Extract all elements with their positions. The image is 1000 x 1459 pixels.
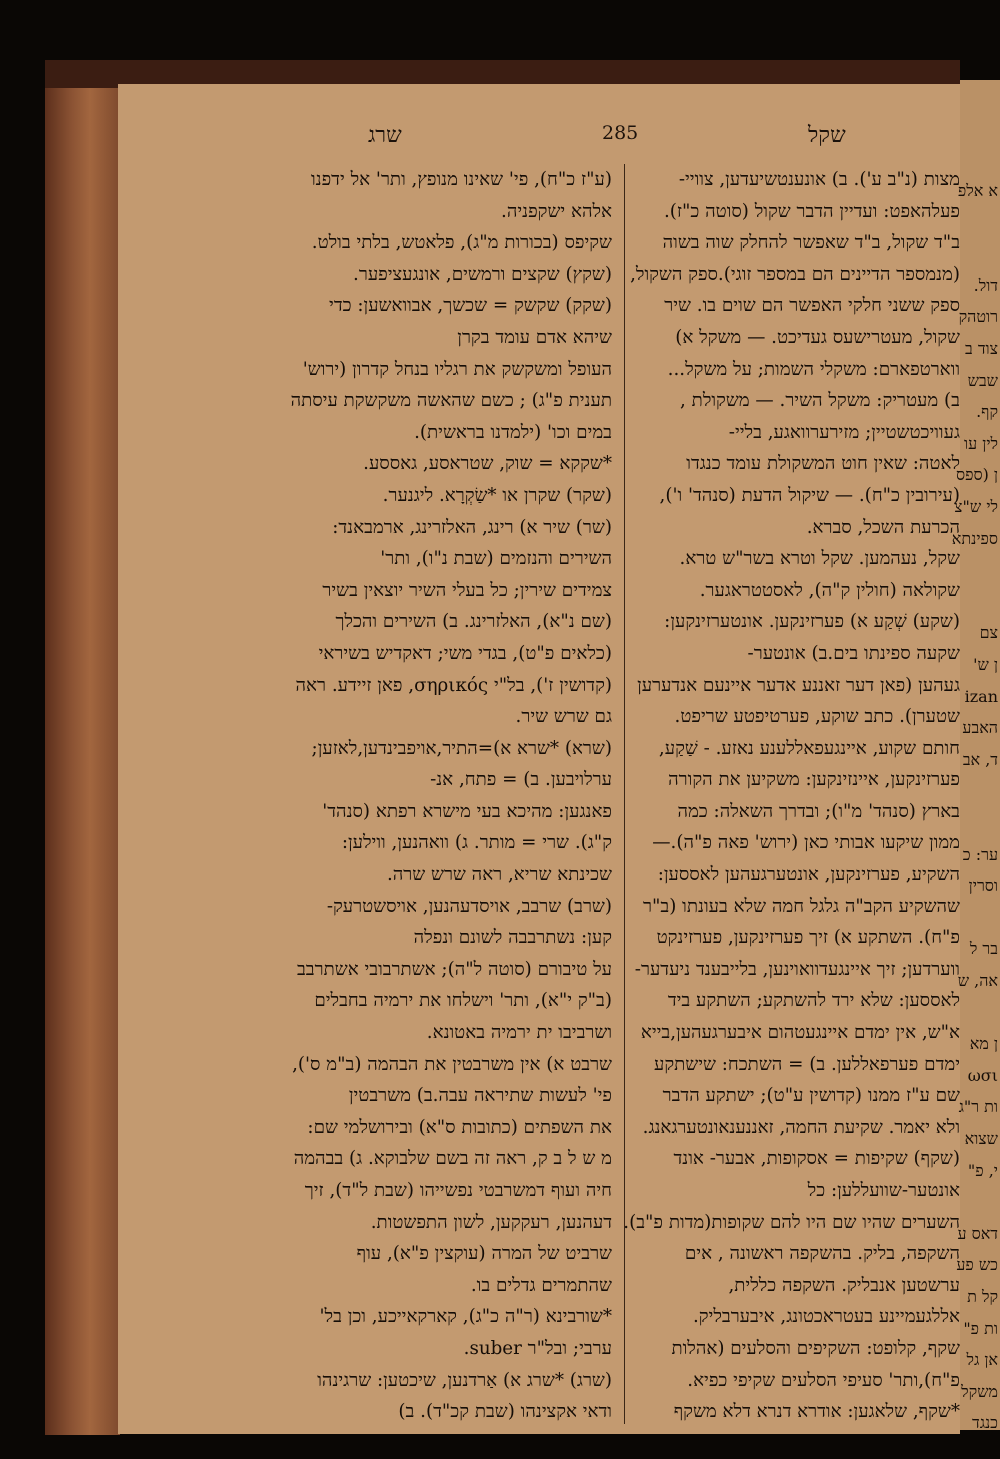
text-line: שהשקיע הקב"ה גלגל חמה שלא בעונתו (ב"ר <box>643 895 960 917</box>
text-line: (שקץ) שקצים ורמשים, אונגעציפער. <box>353 263 612 285</box>
next-page-fragment: האבע <box>962 718 998 738</box>
text-line: שם ע"ז ממנו (קדושין ע"ט); ישתקע הדבר <box>662 1085 960 1107</box>
next-page-fragment: רוטהק <box>958 307 998 327</box>
right-column <box>623 164 960 1428</box>
text-line: (שקף) שקיפות = אסקופות, אבער- אונד <box>673 1148 960 1170</box>
next-page-fragment: ן ש' <box>973 655 998 674</box>
next-page-fragment: כש פע <box>956 1255 998 1275</box>
text-line: מ ש ל ב ק, ראה זה בשם שלבוקא. ג) בבהמה <box>293 1148 612 1170</box>
text-line: פ"ח),ותר' סעיפי הסלעים שקיפי כפיא. <box>687 1369 960 1391</box>
next-page-fragment: לין עו <box>964 433 998 453</box>
text-line: במים וכו' (ילמדנו בראשית). <box>414 421 612 443</box>
next-page-fragment: קף. <box>976 402 998 422</box>
next-page-fragment: שבש <box>967 370 998 390</box>
text-line: ערלויבען. ב) = פתח, אנ- <box>430 769 612 791</box>
text-line: שקף, קלופט: השקיפים והסלעים (אהלות <box>671 1337 960 1359</box>
next-page-fragment: ן (ספס <box>956 465 998 485</box>
text-line: על טיבורם (סוטה ל"ה); אשתרבובי אשתרבב <box>297 958 612 980</box>
text-line: געוויכטשטיין; מזירערוואגע, בליי- <box>728 421 960 443</box>
next-page-fragment: א אלפ <box>957 181 998 200</box>
text-line: ערשטען אנבליק. השקפה כללית, <box>728 1274 960 1296</box>
text-line: (ע"ז כ"ח), פי' שאינו מנופץ, ותר' אל ידפנו <box>310 169 612 190</box>
text-line: השערים שהיו שם היו להם שקופות(מדות פ"ב). <box>623 1211 960 1233</box>
text-line: לאססען: שלא ירד להשתקע; השתקע ביד <box>667 990 960 1012</box>
next-page-fragment: izan <box>964 686 998 706</box>
text-line: את השפתים (כתובות ס"א) ובירושלמי שם: <box>307 1116 612 1138</box>
text-line: (שרא) *שרא א)=התיר,אויפבינדען,לאזען; <box>311 737 612 759</box>
text-line: פאנגען: מהיכא בעי מישרא רפתא (סנהד' <box>322 800 612 822</box>
text-line: שהתמרים גדלים בו. <box>470 1274 612 1296</box>
next-page-fragment: דול. <box>973 275 998 295</box>
text-line: צמידים שירין; כל בעלי השיר יוצאין בשיר <box>322 579 612 601</box>
dictionary-page <box>118 84 960 1434</box>
text-line: ימדם פערפאללען. ב) = השתכח: שישתקע <box>654 1053 960 1075</box>
text-line: העופל ומשקשק את רגליו בנחל קדרון (ירוש' <box>302 358 612 380</box>
text-line: ודאי אקצינהו (שבת קכ"ד). ב) <box>398 1401 612 1423</box>
next-page-edge <box>951 80 1000 1433</box>
next-page-fragment: קל ת <box>967 1287 998 1306</box>
text-line: חיה ועוף דמשרבטי נפשייהו (שבת ל"ד), זיך <box>304 1180 612 1201</box>
next-page-fragment: ד, אב <box>962 749 998 769</box>
text-line: שקול, מעטרישעס געדיכט. — משקל א) <box>675 326 960 348</box>
text-line: (קדושין ז'), בל"י σηρικός, פאן זיידע. ראה <box>295 674 612 696</box>
text-line: אלהא ישקפניה. <box>501 200 612 222</box>
next-page-fragment: צוד ב <box>965 339 998 358</box>
next-page-fragment: ספינתא <box>951 528 998 548</box>
text-line: שכינתא שריא, ראה שרש שרה. <box>386 864 612 886</box>
text-line: ב) מעטריק: משקל השיר. — משקולת , <box>680 390 960 412</box>
text-line: השקיע, פערזינקען, אונטערגעהען לאססען: <box>657 864 960 886</box>
text-line: תענית פ"ג) ; כשם שהאשה משקשקת עיסתה <box>290 390 612 412</box>
text-line: גם שרש שיר. <box>515 706 612 728</box>
text-line: פי' לעשות שתיראה עבה.ב) משרבטין <box>348 1085 612 1107</box>
text-line: אללגעמיינע בעטראכטונג, איבערבליק. <box>692 1306 960 1328</box>
text-line: שרביט של המרה (עוקצין פ"א), עוף <box>356 1243 612 1265</box>
text-line: (כלאים פ"ט), בגדי משי; דאקדיש בשיראי <box>318 642 612 664</box>
running-head-left: שרג <box>368 123 402 148</box>
text-line: ווארטפארם: משקלי השמות; על משקל... <box>667 358 960 380</box>
text-line: פעלהאפט: ועדיין הדבר שקול (סוטה כ"ז). <box>663 200 960 222</box>
text-line: א"ש, אין ימדם איינגעטהום איבערגעהען,בייא <box>640 1022 960 1044</box>
text-line: שרבט א) אין משרבטין את הבהמה (ב"מ ס'), <box>292 1053 612 1075</box>
text-line: (שרב) שרבב, אויסדעהנען, אויסשטרעק- <box>326 895 612 917</box>
next-page-fragment: ωσι <box>967 1065 998 1085</box>
text-line: (שקע) שְׁקַע א) פערזינקען. אונטערזינקען: <box>664 611 960 633</box>
page-number: 285 <box>602 122 639 144</box>
text-line: השקפה, בליק. בהשקפה ראשונה , אים <box>684 1243 960 1265</box>
next-page-fragment: משקל <box>961 1381 998 1401</box>
text-line: (שרג) *שרג א) אַרדנען, שיכטען: שרגינהו <box>317 1369 612 1391</box>
left-column <box>256 164 612 1428</box>
text-line: פ"ח). השתקע א) זיך פערזינקען, פערזינקט <box>656 927 960 949</box>
text-line: ושרביבו ית ירמיה באטונא. <box>426 1022 612 1044</box>
text-line: שקולאה (חולין ק"ה), לאסטטראגער. <box>699 579 960 601</box>
text-line: קען: נשתרבבה לשונם ונפלה <box>413 927 612 949</box>
text-line: געהען (פאן דער זאננע אדער איינעם אנדערען <box>637 674 960 696</box>
text-line: (שר) שיר א) רינג, האלזרינג, ארמבאנד: <box>332 516 612 538</box>
text-line: (עירובין כ"ח). — שיקול הדעת (סנהד' ו'), <box>659 484 960 506</box>
next-page-fragment: ות ר"ג <box>958 1097 998 1117</box>
next-page-fragment: כנגד <box>972 1413 998 1433</box>
text-line: *שקקא = שוק, שטראסע, גאססע. <box>363 453 612 475</box>
text-line: חותם שקוע, איינגעפאללענע נאזע. - שַׁקַע, <box>658 737 960 759</box>
running-head-right: שקל <box>808 123 846 148</box>
next-page-fragment: ער: כ <box>962 844 998 864</box>
next-page-fragment: ן מא <box>969 1034 998 1054</box>
text-line: (שם נ"א), האלזרינג. ב) השירים והכלך <box>335 611 612 633</box>
text-line: (שקר) שקרן או *שַׂקְרָא. ליגנער. <box>382 484 612 506</box>
book-spine <box>45 60 120 1435</box>
text-line: ממון שיקעו אבותי כאן (ירוש' פאה פ"ה).— <box>652 832 960 854</box>
next-page-fragment: אה, ש <box>957 971 998 990</box>
next-page-fragment: בר ל <box>969 939 998 959</box>
text-line: שיהא אדם עומד בקרן <box>457 326 612 348</box>
text-line: אונטער-שוועללען: כל <box>807 1180 960 1201</box>
text-line: לאטה: שאין חוט המשקולת עומד כנגדו <box>686 453 960 475</box>
next-page-fragment: צם <box>979 623 998 643</box>
next-page-fragment: י, פ" <box>967 1160 998 1180</box>
next-page-fragment: לי ש"צ <box>954 497 998 516</box>
text-line: *שקף, שלאגען: אודרא דנרא דלא משקף <box>673 1401 960 1423</box>
text-line: (מנמספר הדיינים הם במספר זוגי).ספק השקול, <box>630 263 960 285</box>
text-line: מצות (נ"ב ע'). ב) אונענטשיעדען, צוויי- <box>678 169 960 190</box>
text-line: פערזינקען, איינזינקען: משקיען את הקורה <box>668 769 960 791</box>
next-page-fragment: שצוא <box>964 1129 998 1148</box>
text-line: ק"ג). שרי = מותר. ג) וואהנען, ווילען: <box>341 832 612 854</box>
text-line: השירים והנזמים (שבת נ"ו), ותר' <box>380 548 612 570</box>
text-line: ולא יאמר. שקיעת החמה, זאננענאונטערגאנג. <box>642 1116 960 1138</box>
text-line: שקיפס (בכורות מ"ג), פלאטש, בלתי בולט. <box>311 232 612 254</box>
text-line: (ב"ק י"א), ותר' וישלחו את ירמיה בחבלים <box>314 990 612 1012</box>
text-line: *שורבינא (ר"ה כ"ג), קארקאייכע, וכן בל' <box>319 1306 612 1328</box>
text-line: שקל, נעהמען. שקל וטרא בשר"ש טרא. <box>679 548 960 570</box>
next-page-fragment: וסרין <box>968 876 998 896</box>
text-line: בארץ (סנהד' מ"ו); ובדרך השאלה: כמה <box>677 800 960 822</box>
text-line: (שקק) שקשק = שכשך, אבוואשען: כדי <box>329 295 612 317</box>
next-page-fragment: דאס ע <box>957 1223 998 1243</box>
text-line: שטערן). כתב שוקע, פערטיפטע שריפט. <box>674 706 960 728</box>
text-line: שקעה ספינתו בים.ב) אונטער- <box>747 642 960 664</box>
text-line: ערבי; ובל"ר suber. <box>463 1337 612 1359</box>
text-line: ווערדען; זיך איינגעדוואוינען, בלייבענד ניעדער- <box>634 958 960 980</box>
text-line: דעהנען, רעקקען, לשון התפשטות. <box>370 1211 612 1233</box>
text-line: ספק ששני חלקי האפשר הם שוים בו. שיר <box>664 295 960 317</box>
next-page-fragment: ות פ" <box>963 1318 998 1338</box>
text-line: הכרעת השכל, סברא. <box>806 516 960 538</box>
text-line: ב"ד שקול, ב"ד שאפשר להחלק שוה בשוה <box>662 232 960 254</box>
next-page-fragment: אן גל <box>966 1350 998 1370</box>
